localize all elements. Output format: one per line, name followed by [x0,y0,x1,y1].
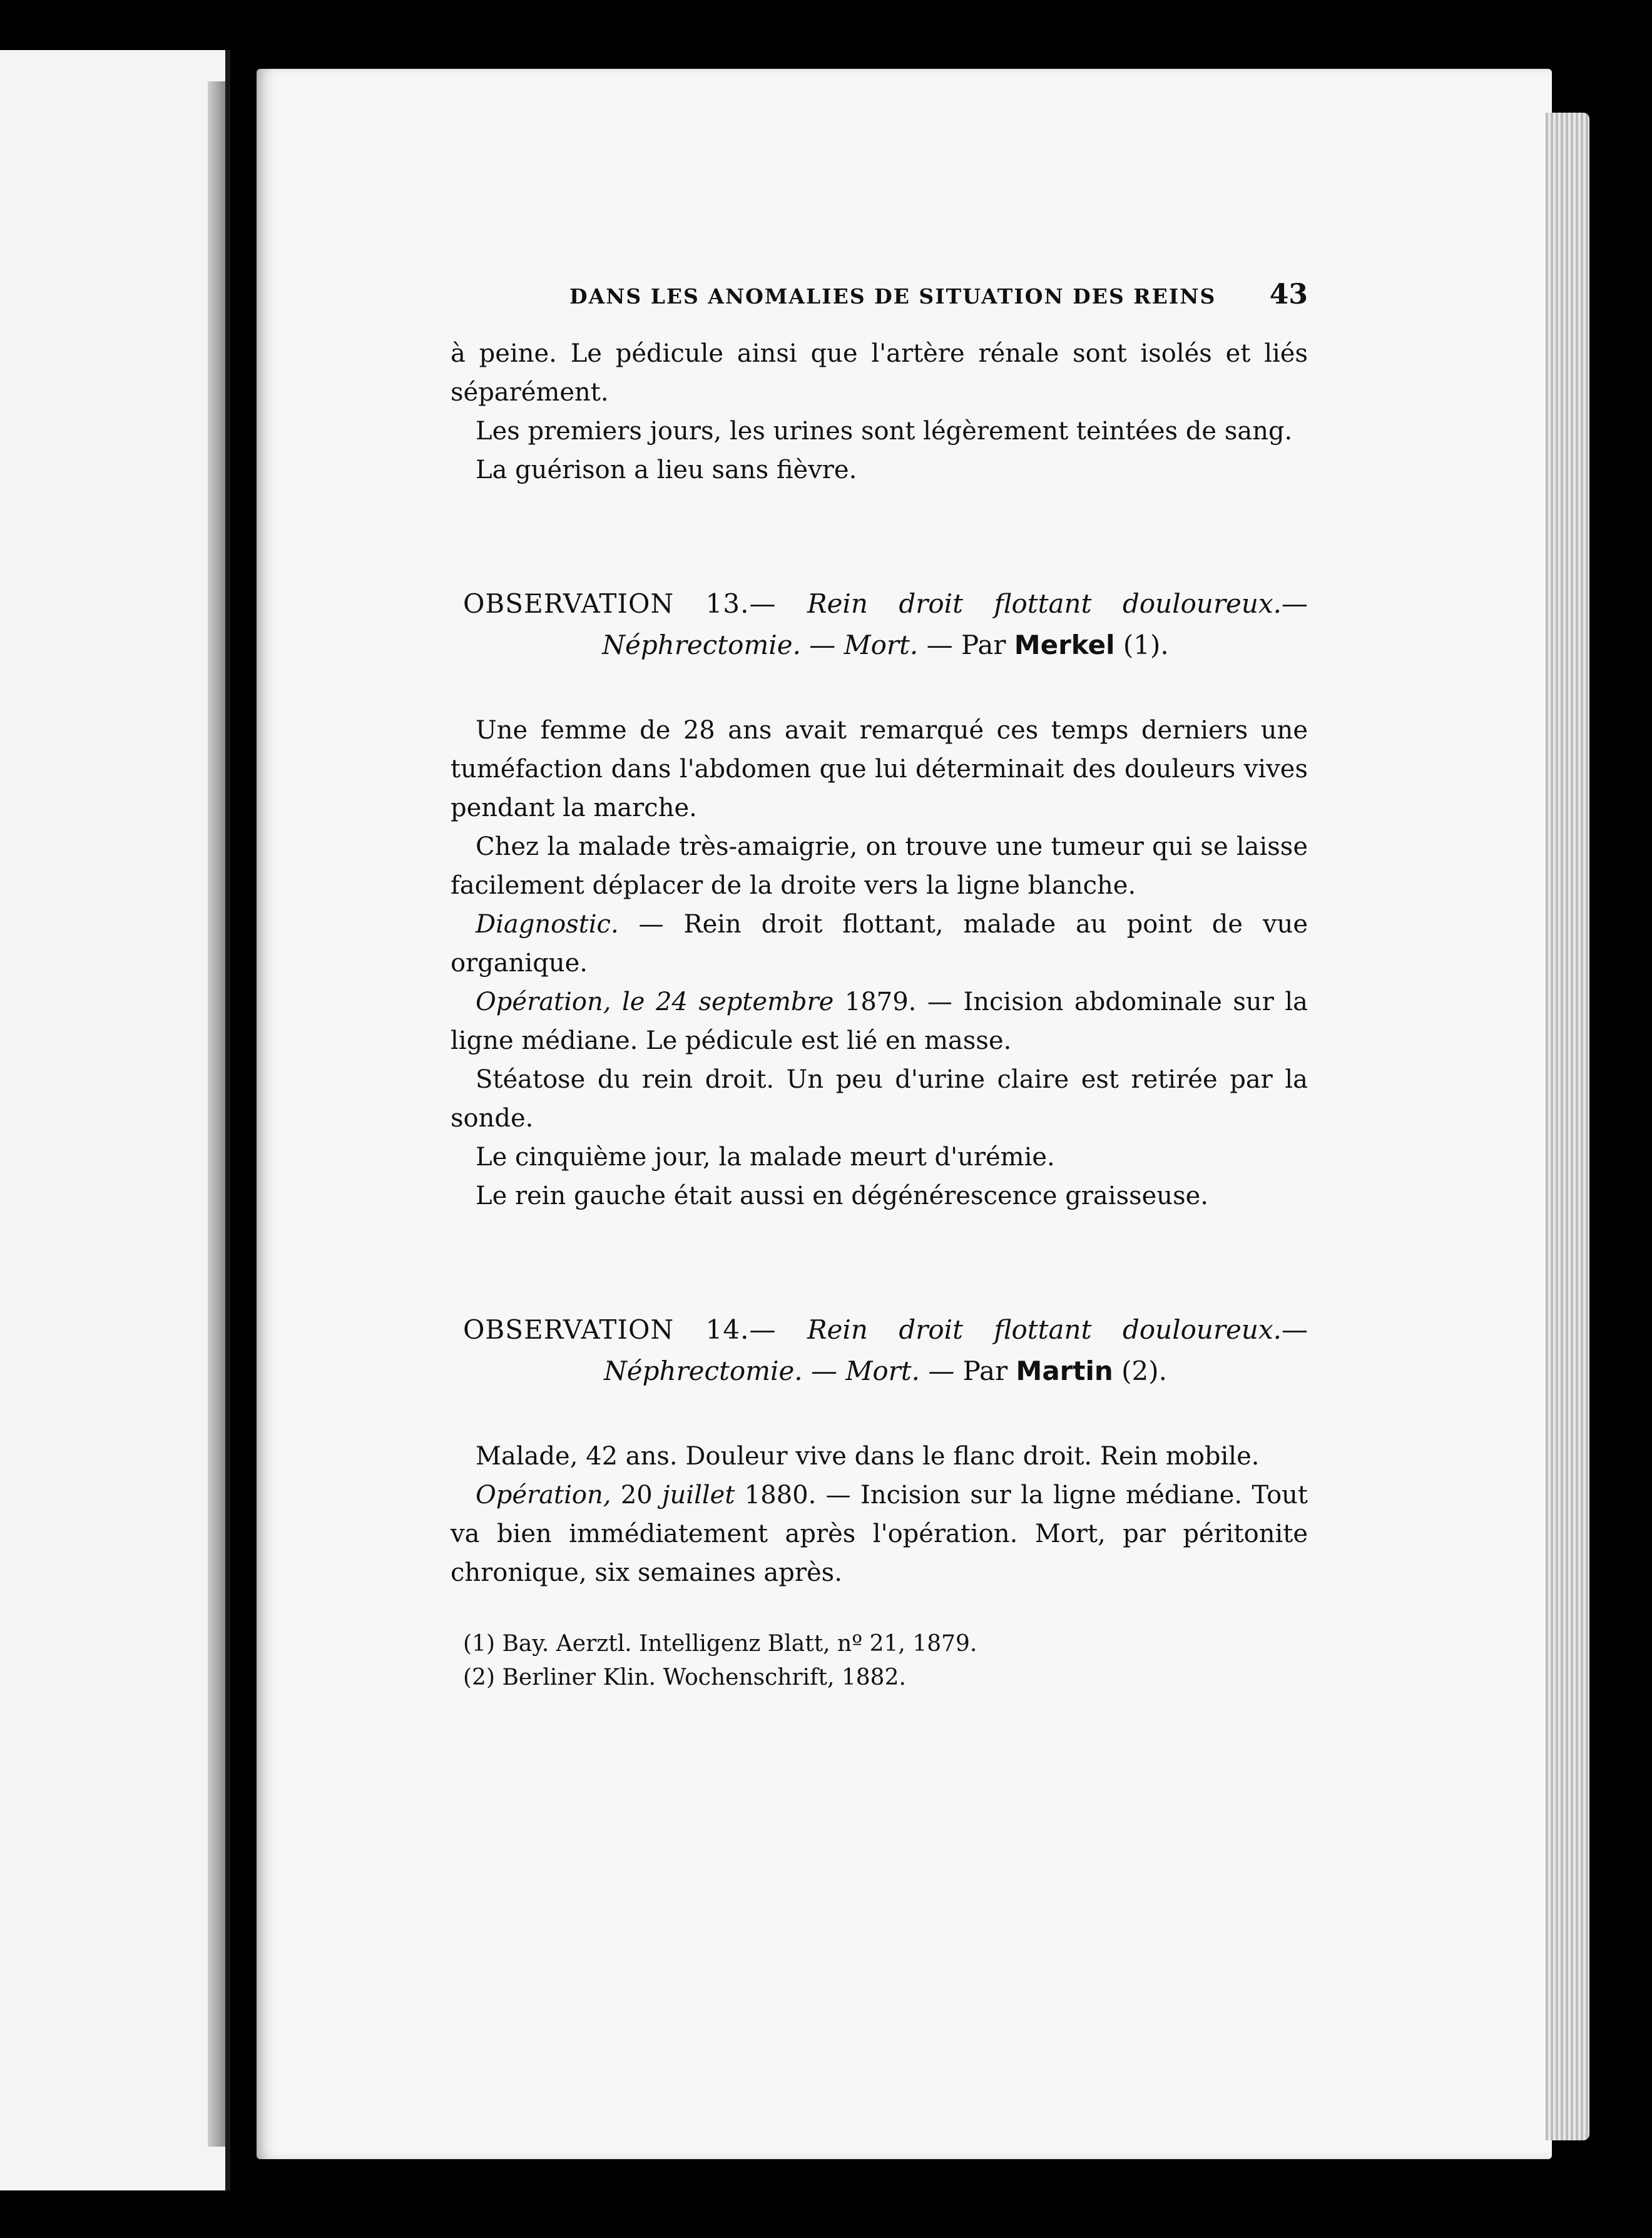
obs13-paragraph-6: Le cinquième jour, la malade meurt d'urémie. [476,1143,1055,1172]
page-number: 43 [1269,278,1308,310]
observation-author: Merkel [1014,630,1115,660]
operation-label: Opération, [476,1481,611,1510]
obs13-paragraph-7: Le rein gauche était aussi en dégénérescence graisseuse. [476,1182,1208,1210]
observation-14-heading [463,1309,1308,1392]
observation-par: — Par [928,1356,1008,1386]
obs13-paragraph-4: Opération, le 24 septembre 1879. — Incision abdominale sur la ligne médiane. Le pédicule est lié en masse. [451,988,1308,1055]
observation-par: — Par [926,630,1006,660]
left-page-edge [0,50,230,2190]
running-head [569,278,1308,310]
book-gutter [208,81,225,2147]
intro-paragraph-1: à peine. Le pédicule ainsi que l'artère rénale sont isolés et liés séparément. [451,339,1308,407]
running-head-title: DANS LES ANOMALIES DE SITUATION DES REINS [569,284,1216,309]
obs14-paragraph-1: Malade, 42 ans. Douleur vive dans le flanc droit. Rein mobile. [476,1442,1260,1471]
obs14-paragraph-2: Opération, 20 juillet 1880. — Incision sur la ligne médiane. Tout va bien immédiatement après l'opération. Mort, par péritonite chronique, six semaines après. [451,1481,1308,1587]
obs13-paragraph-3: Diagnostic. — Rein droit flottant, malade au point de vue organique. [451,910,1308,978]
observation-author: Martin [1016,1356,1113,1386]
operation-label: Opération, le 24 septembre [476,988,834,1016]
footnotes [451,1627,1308,1695]
observation-13-heading [463,583,1308,666]
obs13-paragraph-1: Une femme de 28 ans avait remarqué ces temps derniers une tuméfaction dans l'abdomen que lui déterminait des douleurs vives pendant la marche. [451,716,1308,822]
footnote-2: (2) Berliner Klin. Wochenschrift, 1882. [463,1665,906,1690]
obs13-paragraph-5: Stéatose du rein droit. Un peu d'urine claire est retirée par la sonde. [451,1065,1308,1133]
observation-label: OBSERVATION 13.— [463,588,777,619]
obs13-paragraph-2: Chez la malade très-amaigrie, on trouve une tumeur qui se laisse facilement déplacer de la droite vers la ligne blanche. [451,832,1308,900]
observation-title: Rein droit flottant douloureux.— Néphrectomie. — Mort. [602,588,1308,660]
intro-paragraph-3: La guérison a lieu sans fièvre. [476,456,857,484]
intro-paragraph-2: Les premiers jours, les urines sont légèrement teintées de sang. [476,417,1293,446]
observation-ref: (1). [1123,630,1169,660]
page-stack-edge [1546,113,1589,2140]
diagnostic-label: Diagnostic. [476,910,619,939]
observation-title: Rein droit flottant douloureux.— Néphrectomie. — Mort. [604,1314,1308,1386]
observation-label: OBSERVATION 14.— [463,1314,777,1345]
page-content [451,278,1308,1695]
observation-ref: (2). [1121,1356,1167,1386]
footnote-1: (1) Bay. Aerztl. Intelligenz Blatt, nº 21, 1879. [463,1631,977,1657]
